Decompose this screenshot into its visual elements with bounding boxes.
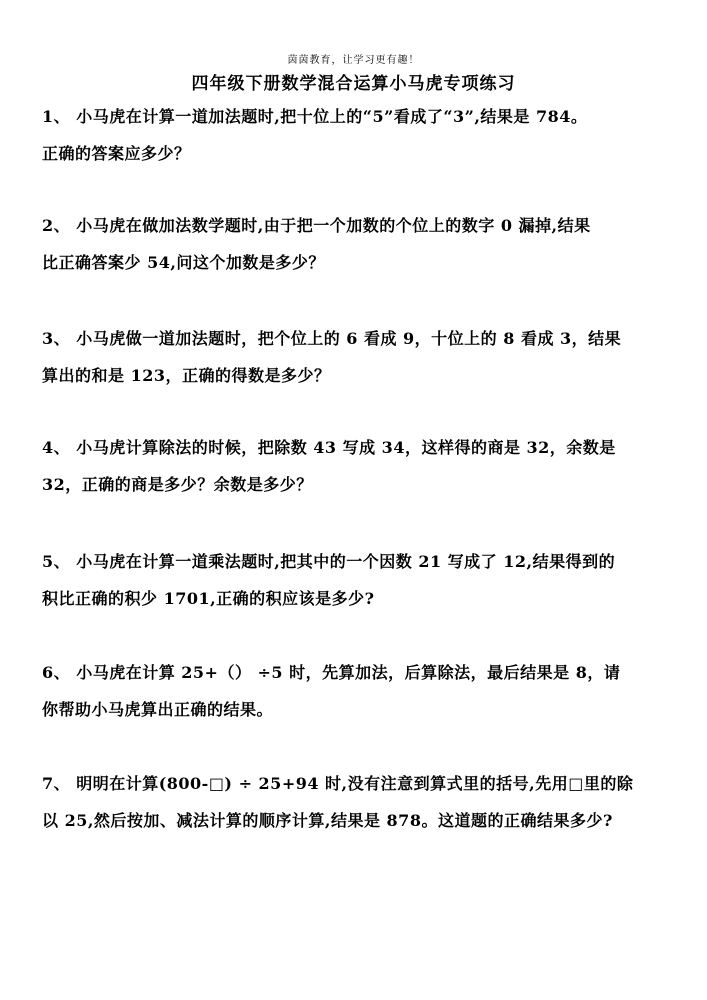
page-title: 四年级下册数学混合运算小马虎专项练习 bbox=[191, 74, 516, 94]
question-5 bbox=[42, 543, 666, 617]
question-2-line-1: 2、 小马虎在做加法数学题时,由于把一个加数的个位上的数字 0 漏掉,结果 bbox=[42, 216, 591, 235]
question-1 bbox=[42, 98, 666, 172]
question-3 bbox=[42, 320, 666, 394]
question-4-line-2: 32，正确的商是多少？余数是多少？ bbox=[42, 475, 313, 494]
question-2 bbox=[42, 207, 666, 281]
question-5-line-2: 积比正确的积少 1701,正确的积应该是多少? bbox=[42, 589, 375, 608]
question-1-line-2: 正确的答案应多少？ bbox=[42, 144, 191, 163]
question-7-line-1: 7、 明明在计算(800-□) ÷ 25+94 时,没有注意到算式里的括号,先用□里的除 bbox=[42, 774, 634, 793]
question-5-line-1: 5、 小马虎在计算一道乘法题时,把其中的一个因数 21 写成了 12,结果得到的 bbox=[42, 552, 616, 571]
question-1-line-1: 1、 小马虎在计算一道加法题时,把十位上的“5”看成了“3”,结果是 784。 bbox=[42, 107, 588, 126]
header-note: 茵茵教育，让学习更有趣！ bbox=[287, 55, 420, 66]
question-6-line-1: 6、 小马虎在计算 25+（） ÷5 时，先算加法，后算除法，最后结果是 8，请 bbox=[42, 663, 621, 682]
question-2-line-2: 比正确答案少 54,问这个加数是多少？ bbox=[42, 253, 325, 272]
question-6-line-2: 你帮助小马虎算出正确的结果。 bbox=[42, 700, 274, 719]
question-3-line-1: 3、 小马虎做一道加法题时，把个位上的 6 看成 9，十位上的 8 看成 3，结果 bbox=[42, 329, 622, 348]
question-3-line-2: 算出的和是 123，正确的得数是多少？ bbox=[42, 366, 331, 385]
question-4 bbox=[42, 429, 666, 503]
question-4-line-1: 4、 小马虎计算除法的时候，把除数 43 写成 34，这样得的商是 32，余数是 bbox=[42, 438, 616, 457]
question-7-line-2: 以 25,然后按加、减法计算的顺序计算,结果是 878。这道题的正确结果多少? bbox=[42, 811, 613, 830]
question-7 bbox=[42, 765, 666, 839]
question-6 bbox=[42, 654, 666, 728]
